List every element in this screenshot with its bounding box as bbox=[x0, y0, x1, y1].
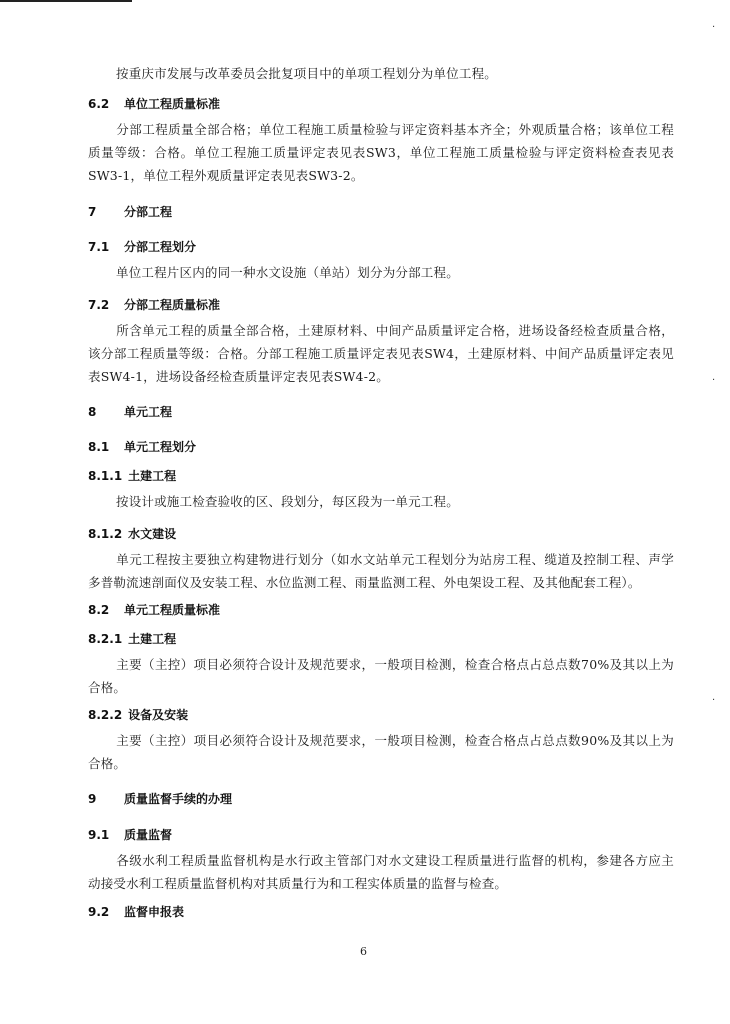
section-title: 设备及安装 bbox=[128, 708, 189, 722]
paragraph-text: 按设计或施工检查验收的区、段划分，每区段为一单元工程。 bbox=[116, 494, 459, 509]
section-title: 水文建设 bbox=[128, 527, 177, 541]
section-number: 6.2 bbox=[88, 97, 110, 111]
section-heading bbox=[88, 203, 172, 220]
section-title: 土建工程 bbox=[128, 469, 177, 483]
section-heading bbox=[88, 438, 196, 455]
section-number: 8.2 bbox=[88, 603, 110, 617]
section-heading bbox=[88, 238, 196, 255]
section-number: 7.1 bbox=[88, 240, 110, 254]
section-heading bbox=[88, 826, 172, 843]
section-number: 9.1 bbox=[88, 828, 110, 842]
section-number: 7.2 bbox=[88, 298, 110, 312]
section-heading bbox=[88, 706, 188, 723]
section-heading bbox=[88, 601, 220, 618]
section-heading bbox=[88, 790, 232, 807]
scan-edge-line bbox=[0, 0, 132, 2]
paragraph-text: 单元工程按主要独立构建物进行划分（如水文站单元工程划分为站房工程、缆道及控制工程、声学多普勒流速剖面仪及安装工程、水位监测工程、雨量监测工程、外电架设工程、及其他配套工程）。 bbox=[88, 552, 674, 590]
page-number: 6 bbox=[360, 945, 367, 958]
section-title: 单元工程划分 bbox=[124, 440, 197, 454]
section-title: 分部工程 bbox=[124, 205, 173, 219]
scan-tick-mark: · bbox=[712, 695, 716, 706]
section-heading bbox=[88, 95, 220, 112]
section-heading bbox=[88, 630, 176, 647]
paragraph bbox=[88, 849, 674, 895]
section-number: 8.1.2 bbox=[88, 527, 123, 541]
paragraph bbox=[88, 319, 674, 388]
section-number: 8.2.1 bbox=[88, 632, 123, 646]
paragraph bbox=[88, 118, 674, 187]
section-title: 质量监督 bbox=[124, 828, 173, 842]
paragraph-text: 所含单元工程的质量全部合格，土建原材料、中间产品质量评定合格，进场设备经检查质量合格，该分部工程质量等级：合格。分部工程施工质量评定表见表SW4，土建原材料、中间产品质量评定表见表SW4-1，进场设备经检查质量评定表见表SW4-2。 bbox=[88, 323, 674, 384]
paragraph-text: 单位工程片区内的同一种水文设施（单站）划分为分部工程。 bbox=[116, 265, 459, 280]
section-title: 单位工程质量标准 bbox=[124, 97, 221, 111]
section-title: 监督申报表 bbox=[124, 905, 185, 919]
section-number: 7 bbox=[88, 205, 97, 219]
section-title: 分部工程质量标准 bbox=[124, 298, 221, 312]
paragraph-text: 主要（主控）项目必须符合设计及规范要求，一般项目检测，检查合格点占总点数70%及其以上为合格。 bbox=[88, 657, 674, 695]
section-number: 8 bbox=[88, 405, 97, 419]
section-number: 8.1 bbox=[88, 440, 110, 454]
section-number: 9.2 bbox=[88, 905, 110, 919]
scan-tick-mark: · bbox=[712, 22, 716, 33]
paragraph bbox=[88, 548, 674, 594]
section-title: 质量监督手续的办理 bbox=[124, 792, 233, 806]
paragraph-text: 各级水利工程质量监督机构是水行政主管部门对水文建设工程质量进行监督的机构，参建各方应主动接受水利工程质量监督机构对其质量行为和工程实体质量的监督与检查。 bbox=[88, 853, 674, 891]
section-title: 分部工程划分 bbox=[124, 240, 197, 254]
paragraph bbox=[88, 490, 674, 513]
section-title: 土建工程 bbox=[128, 632, 177, 646]
paragraph bbox=[88, 62, 674, 85]
paragraph bbox=[88, 729, 674, 775]
section-heading bbox=[88, 903, 184, 920]
section-title: 单元工程质量标准 bbox=[124, 603, 221, 617]
section-heading bbox=[88, 467, 176, 484]
section-heading bbox=[88, 525, 176, 542]
scan-tick-mark: · bbox=[712, 375, 716, 386]
section-number: 8.1.1 bbox=[88, 469, 123, 483]
section-heading bbox=[88, 403, 172, 420]
paragraph-text: 分部工程质量全部合格；单位工程施工质量检验与评定资料基本齐全；外观质量合格；该单位工程质量等级：合格。单位工程施工质量评定表见表SW3，单位工程施工质量检验与评定资料检查表见表SW3-1，单位工程外观质量评定表见表SW3-2。 bbox=[88, 122, 674, 183]
paragraph-text: 按重庆市发展与改革委员会批复项目中的单项工程划分为单位工程。 bbox=[116, 66, 498, 81]
paragraph bbox=[88, 261, 674, 284]
section-title: 单元工程 bbox=[124, 405, 173, 419]
section-number: 9 bbox=[88, 792, 97, 806]
section-heading bbox=[88, 296, 220, 313]
section-number: 8.2.2 bbox=[88, 708, 123, 722]
paragraph-text: 主要（主控）项目必须符合设计及规范要求，一般项目检测，检查合格点占总点数90%及其以上为合格。 bbox=[88, 733, 674, 771]
paragraph bbox=[88, 653, 674, 699]
